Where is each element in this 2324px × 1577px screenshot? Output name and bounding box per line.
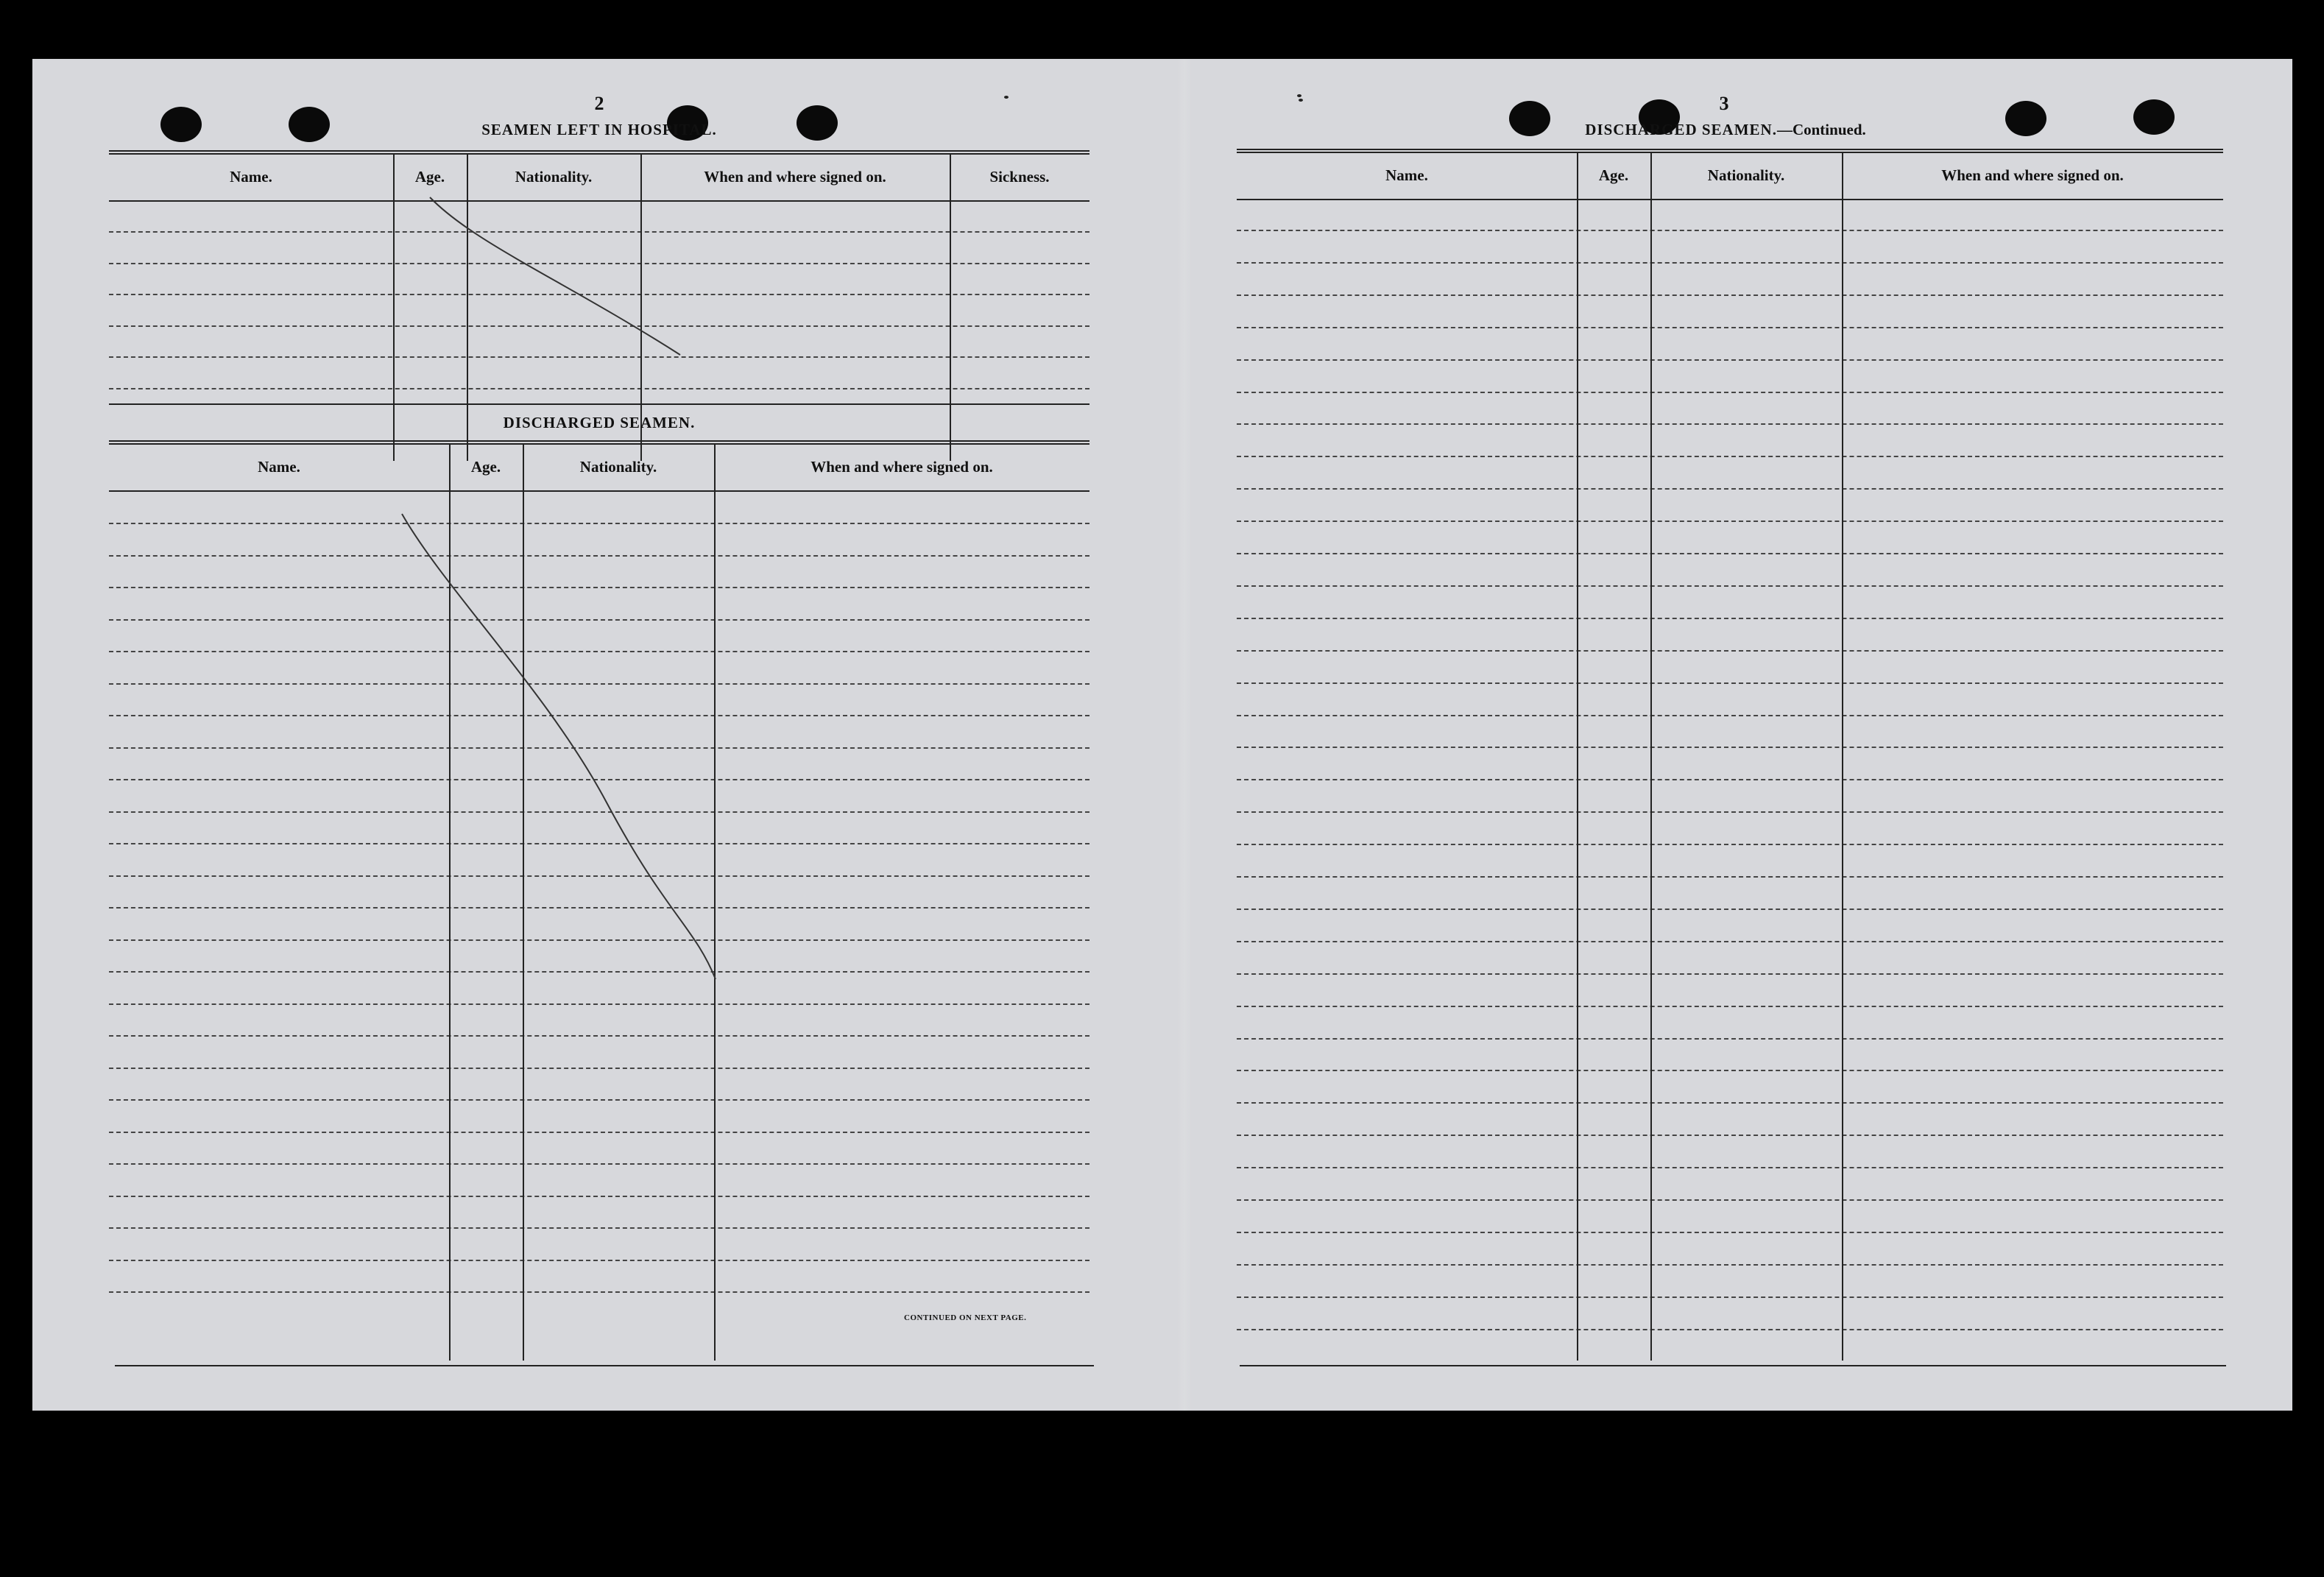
continued-col-nationality: Nationality. (1707, 166, 1785, 184)
hospital-col-name: Name. (230, 168, 272, 186)
ledger-sheet (32, 59, 2292, 1411)
continued-title-suffix: —Continued. (1776, 121, 1866, 138)
continued-col-signed-on: When and where signed on. (1941, 166, 2124, 184)
hospital-col-nationality: Nationality. (515, 168, 593, 186)
page-number-right: 3 (1719, 93, 1729, 114)
discharged-col-nationality: Nationality. (579, 458, 657, 476)
hospital-strike-line (430, 197, 680, 355)
discharged-col-signed-on: When and where signed on. (810, 458, 993, 476)
hospital-col-sickness: Sickness. (989, 168, 1050, 186)
discharged-col-age: Age. (470, 458, 501, 476)
continued-col-age: Age. (1598, 166, 1629, 184)
continued-col-name: Name. (1385, 166, 1428, 184)
discharged-col-name: Name. (258, 458, 300, 476)
hospital-col-age: Age. (414, 168, 445, 186)
page-number-left: 2 (594, 93, 604, 114)
discharged-strike-line (402, 514, 716, 979)
pen-strike-marks (32, 59, 2292, 1411)
hospital-col-signed-on: When and where signed on. (704, 168, 886, 186)
hospital-section-title: SEAMEN LEFT IN HOSPITAL. (481, 121, 717, 138)
discharged-section-title: DISCHARGED SEAMEN. (503, 414, 696, 431)
continued-title-text: DISCHARGED SEAMEN. (1585, 121, 1777, 138)
continued-footer: CONTINUED ON NEXT PAGE. (904, 1313, 1027, 1322)
